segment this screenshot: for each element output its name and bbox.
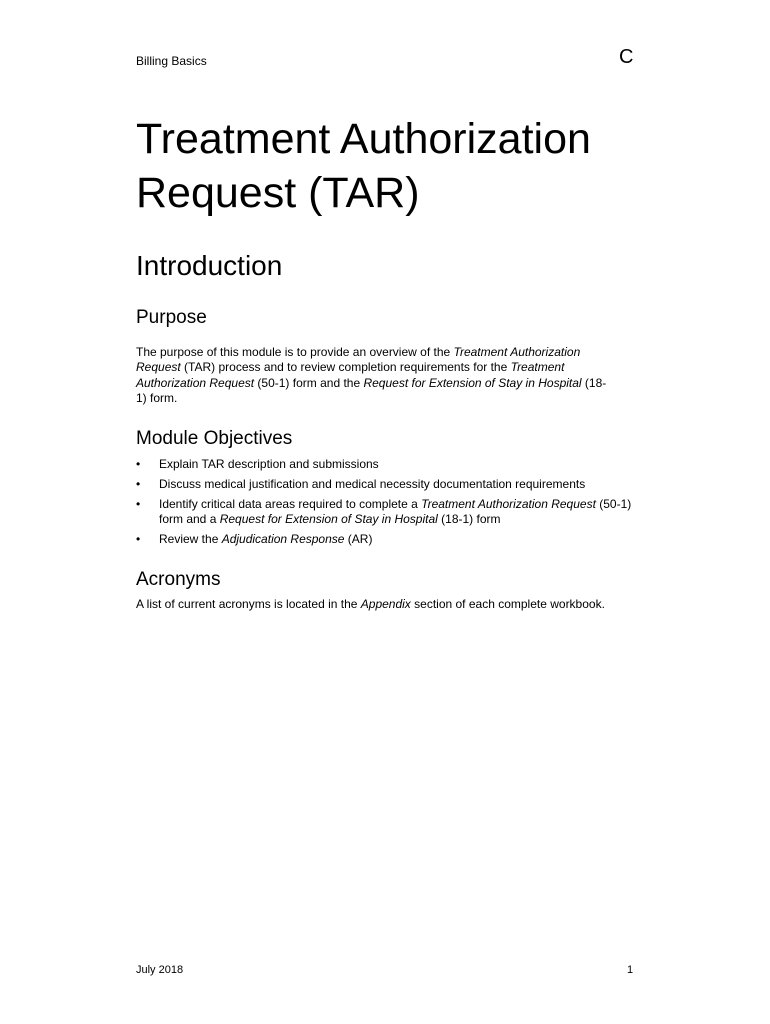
- objective-text: (18-1) form: [437, 511, 501, 526]
- objective-item: [136, 532, 636, 547]
- objective-italic: Adjudication Response: [221, 531, 345, 546]
- objective-text: Identify critical data areas required to complete a: [159, 496, 422, 511]
- purpose-text-2: (TAR) process and to review completion requirements for the: [180, 360, 511, 375]
- objective-item: [136, 457, 636, 472]
- acronyms-italic: Appendix: [360, 597, 411, 611]
- acronyms-text-1: A list of current acronyms is located in the: [136, 597, 361, 611]
- objective-text: Explain TAR description and submissions: [159, 457, 379, 471]
- acronyms-text-2: section of each complete workbook.: [410, 597, 605, 611]
- acronyms-heading: Acronyms: [136, 569, 221, 590]
- purpose-italic-2: Treatment Authorization Request: [136, 360, 565, 390]
- objective-italic: Request for Extension of Stay in Hospital: [219, 511, 438, 526]
- purpose-text-3: (50-1) form and the: [254, 375, 364, 390]
- purpose-heading: Purpose: [136, 307, 207, 328]
- acronyms-paragraph: [136, 597, 696, 612]
- page-number: 1: [627, 964, 634, 976]
- module-objectives-heading: Module Objectives: [136, 428, 293, 449]
- running-header-section-letter: C: [619, 46, 634, 68]
- introduction-heading: Introduction: [136, 250, 283, 281]
- purpose-text-1: The purpose of this module is to provide an overview of the: [136, 345, 454, 359]
- objective-text: Discuss medical justification and medical necessity documentation requirements: [159, 476, 586, 491]
- page-title-line-2: Request (TAR): [136, 169, 420, 217]
- footer-date: July 2018: [136, 964, 184, 976]
- bullet-icon: •: [136, 457, 141, 471]
- objective-italic: Treatment Authorization Request: [421, 496, 596, 511]
- bullet-icon: •: [136, 496, 141, 511]
- objective-item: [136, 497, 636, 528]
- purpose-italic-3: Request for Extension of Stay in Hospital: [363, 375, 582, 390]
- bullet-icon: •: [136, 476, 141, 491]
- purpose-text-4: (18-1) form.: [136, 375, 607, 405]
- objective-text: Review the: [159, 531, 222, 546]
- objective-item: [136, 477, 636, 492]
- page-title-line-1: Treatment Authorization: [136, 115, 591, 163]
- objective-text: (AR): [344, 531, 373, 546]
- page-title: [136, 112, 736, 220]
- objective-text: (50-1) form and a: [159, 496, 632, 526]
- purpose-italic-1: Treatment Authorization Request: [136, 345, 581, 375]
- running-header-title: Billing Basics: [136, 54, 207, 68]
- objectives-list: [136, 457, 636, 551]
- purpose-paragraph: [136, 345, 616, 406]
- bullet-icon: •: [136, 531, 141, 546]
